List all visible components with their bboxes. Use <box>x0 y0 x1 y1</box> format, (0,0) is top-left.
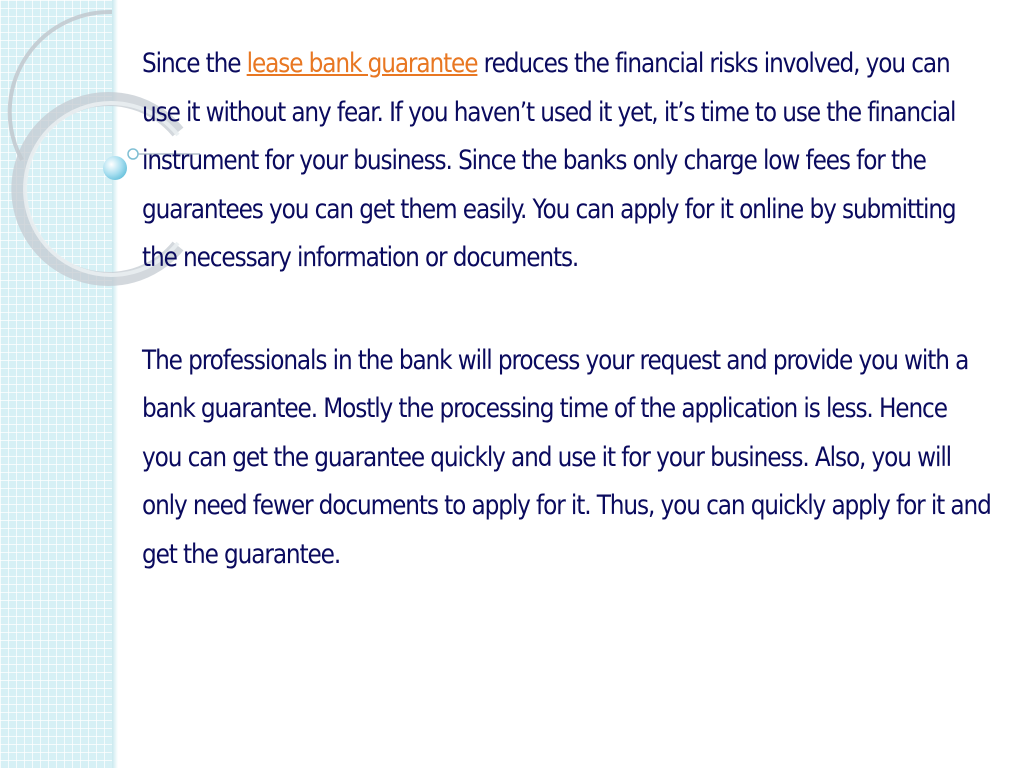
slide-body <box>142 40 992 633</box>
strip-edge-shadow <box>112 0 118 768</box>
paragraph-1-lead: Since the <box>142 48 247 79</box>
paragraph-2: The professionals in the bank will process your request and provide you with a bank guarantee. Mostly the processing time of the application is less. Hence you can get the guarantee quickly and use it for your business. Also, you will only need fewer documents to apply for it. Thus, you can quickly apply for it and get the guarantee. <box>142 344 991 570</box>
paragraph-1-rest: reduces the financial risks involved, you can use it without any fear. If you haven’t used it yet, it’s time to use the financial instrument for your business. Since the banks only charge low fees for the guarantees you can get them easily. You can apply for it online by submitting the necessary information or documents. <box>142 48 956 273</box>
small-ring-dot <box>128 149 138 159</box>
lease-bank-guarantee-link[interactable]: lease bank guarantee <box>246 48 478 79</box>
decorative-grid-strip <box>0 0 112 768</box>
paragraph-1 <box>142 40 992 283</box>
